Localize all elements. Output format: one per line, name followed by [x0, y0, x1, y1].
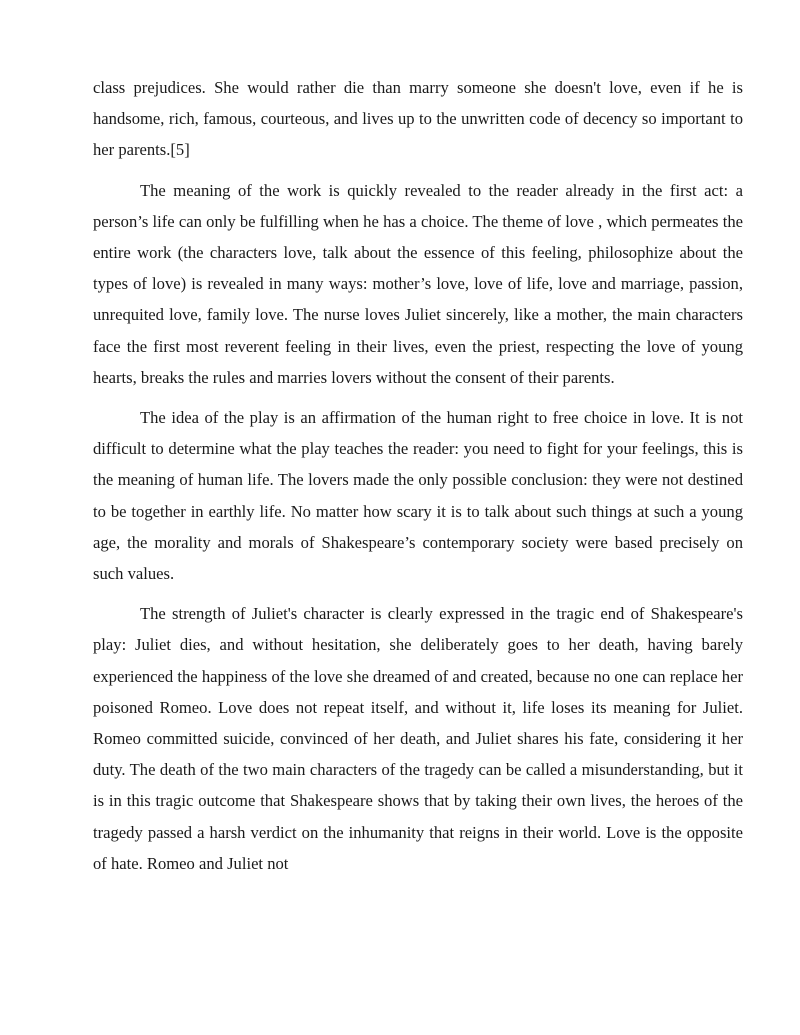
paragraph-2: The meaning of the work is quickly revealed to the reader already in the first act: a person’s life can only be fulfilling when he has a choice. The theme of love , which permeates the entire work (the characters love, talk about the essence of this feeling, philosophize about the types of love) is revealed in many ways: mother’s love, love of life, love and marriage, passion, unrequited love, family love. The nurse loves Juliet sincerely, like a mother, the main characters face the first most reverent feeling in their lives, even the priest, respecting the love of young hearts, breaks the rules and marries lovers without the consent of their parents.: [93, 180, 743, 387]
paragraph-1: class prejudices. She would rather die than marry someone she doesn't love, even if he is handsome, rich, famous, courteous, and lives up to the unwritten code of decency so important to her parents.[5]: [93, 78, 743, 160]
document-body: [93, 72, 743, 888]
paragraph-4: The strength of Juliet's character is clearly expressed in the tragic end of Shakespeare's play: Juliet dies, and without hesitation, she deliberately goes to her death, having barely experienced the happiness of the love she dreamed of and created, because no one can replace her poisoned Romeo. Love does not repeat itself, and without it, life loses its meaning for Juliet. Romeo committed suicide, convinced of her death, and Juliet shares his fate, considering it her duty. The death of the two main characters of the tragedy can be called a misunderstanding, but it is in this tragic outcome that Shakespeare shows that by taking their own lives, the heroes of the tragedy passed a harsh verdict on the inhumanity that reigns in their world. Love is the opposite of hate. Romeo and Juliet not: [93, 604, 743, 873]
paragraph-3: The idea of the play is an affirmation of the human right to free choice in love. It is not difficult to determine what the play teaches the reader: you need to fight for your feelings, this is the meaning of human life. The lovers made the only possible conclusion: they were not destined to be together in earthly life. No matter how scary it is to talk about such things at such a young age, the morality and morals of Shakespeare’s contemporary society were based precisely on such values.: [93, 408, 743, 584]
